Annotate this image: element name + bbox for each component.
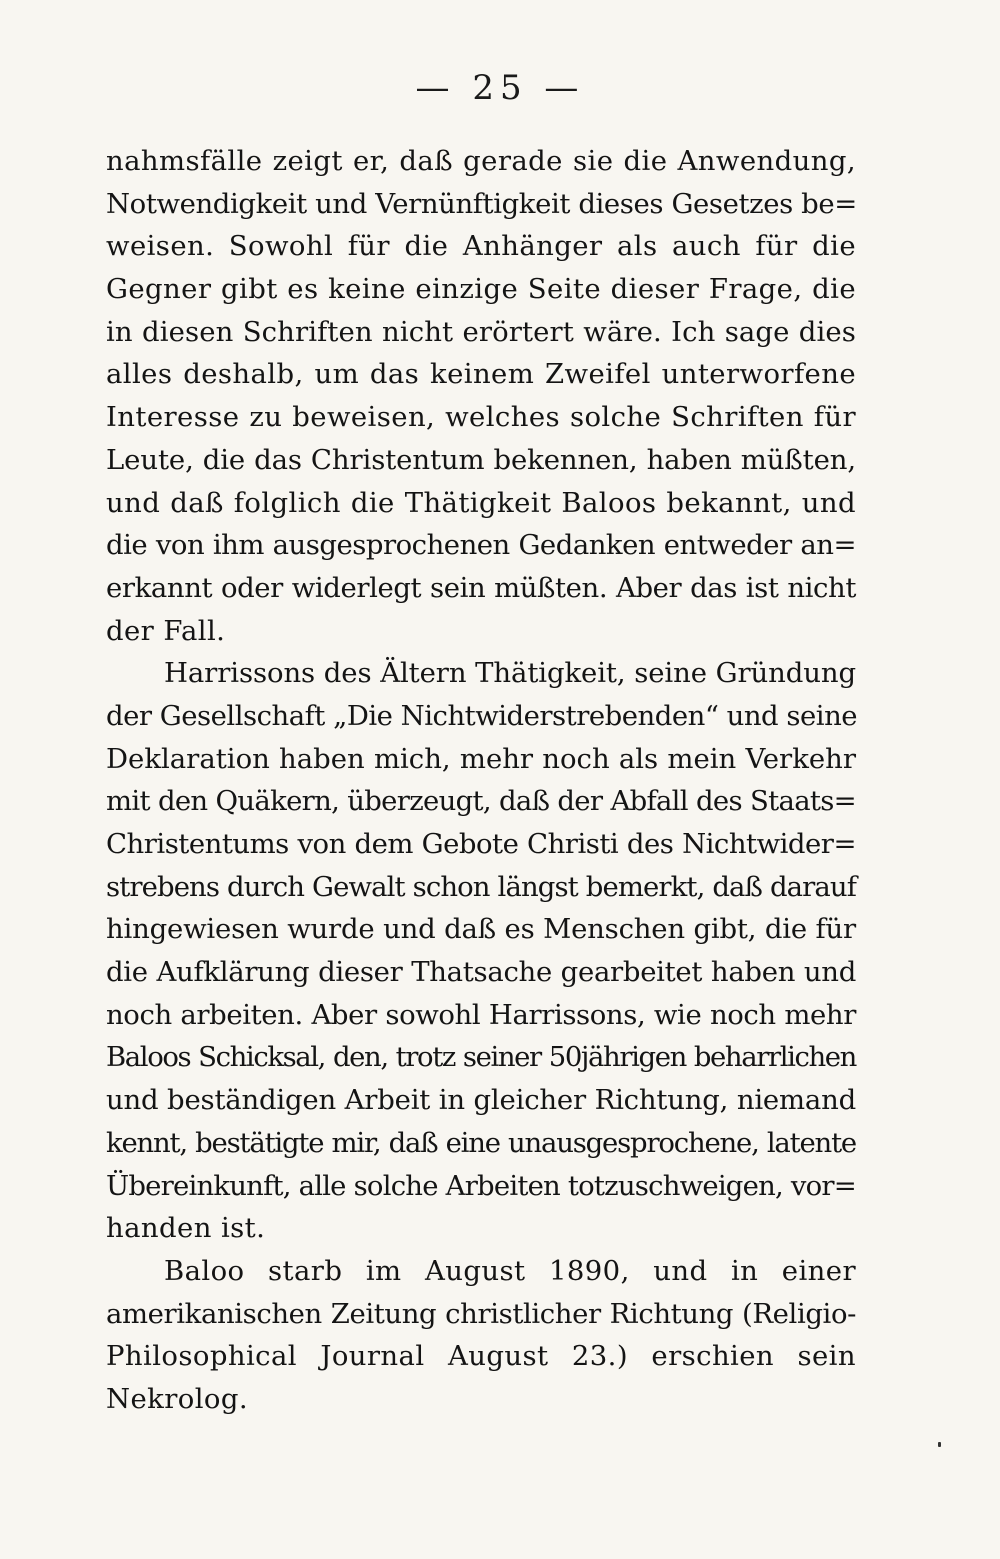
text-line: Baloos Schicksal, den, trotz seiner 50jährigen beharrlichen <box>106 1041 856 1074</box>
text-line: erkannt oder widerlegt sein müßten. Aber das ist nicht <box>106 571 856 604</box>
page-number: — 25 — <box>415 68 585 108</box>
text-line: nahmsfälle zeigt er, daß gerade sie die Anwendung, <box>106 145 856 177</box>
text-line: Christentums von dem Gebote Christi des Nichtwider= <box>106 828 856 860</box>
text-line: hingewiesen wurde und daß es Menschen gibt, die für <box>106 913 856 946</box>
body-text <box>106 140 856 1421</box>
text-line: amerikanischen Zeitung christlicher Richtung (Religio- <box>106 1297 856 1330</box>
text-line: Deklaration haben mich, mehr noch als mein Verkehr <box>106 742 856 775</box>
text-line: kennt, bestätigte mir, daß eine unausgesprochene, latente <box>106 1126 856 1159</box>
text-line: Notwendigkeit und Vernünftigkeit dieses Gesetzes be= <box>106 187 857 220</box>
text-line: und daß folglich die Thätigkeit Baloos bekannt, und <box>106 486 856 519</box>
text-line: Baloo starb im August 1890, und in einer <box>164 1254 856 1287</box>
text-line: noch arbeiten. Aber sowohl Harrissons, wie noch mehr <box>106 998 856 1031</box>
text-line: handen ist. <box>106 1212 266 1245</box>
text-line: Übereinkunft, alle solche Arbeiten totzuschweigen, vor= <box>106 1169 856 1202</box>
text-line: die Aufklärung dieser Thatsache gearbeitet haben und <box>106 956 856 989</box>
text-line: Harrissons des Ältern Thätigkeit, seine Gründung <box>164 657 856 690</box>
text-line: mit den Quäkern, überzeugt, daß der Abfall des Staats= <box>106 785 856 818</box>
text-line: und beständigen Arbeit in gleicher Richtung, niemand <box>106 1084 856 1117</box>
text-line: strebens durch Gewalt schon längst bemerkt, daß darauf <box>106 870 856 903</box>
text-line: der Gesellschaft „Die Nichtwiderstrebenden“ und seine <box>106 699 858 732</box>
paper-speck <box>938 1442 941 1447</box>
text-line: Philosophical Journal August 23.) erschien sein <box>106 1340 856 1373</box>
text-line: Interesse zu beweisen, welches solche Schriften für <box>106 401 856 434</box>
text-line: Gegner gibt es keine einzige Seite dieser Frage, die <box>106 273 856 306</box>
text-line: weisen. Sowohl für die Anhänger als auch für die <box>106 230 856 263</box>
text-line: in diesen Schriften nicht erörtert wäre. Ich sage dies <box>106 315 856 348</box>
text-line: Nekrolog. <box>106 1382 248 1415</box>
text-line: der Fall. <box>106 614 226 647</box>
text-line: die von ihm ausgesprochenen Gedanken entweder an= <box>106 529 856 562</box>
text-line: alles deshalb, um das keinem Zweifel unterworfene <box>106 358 856 391</box>
text-line: Leute, die das Christentum bekennen, haben müßten, <box>106 443 856 476</box>
